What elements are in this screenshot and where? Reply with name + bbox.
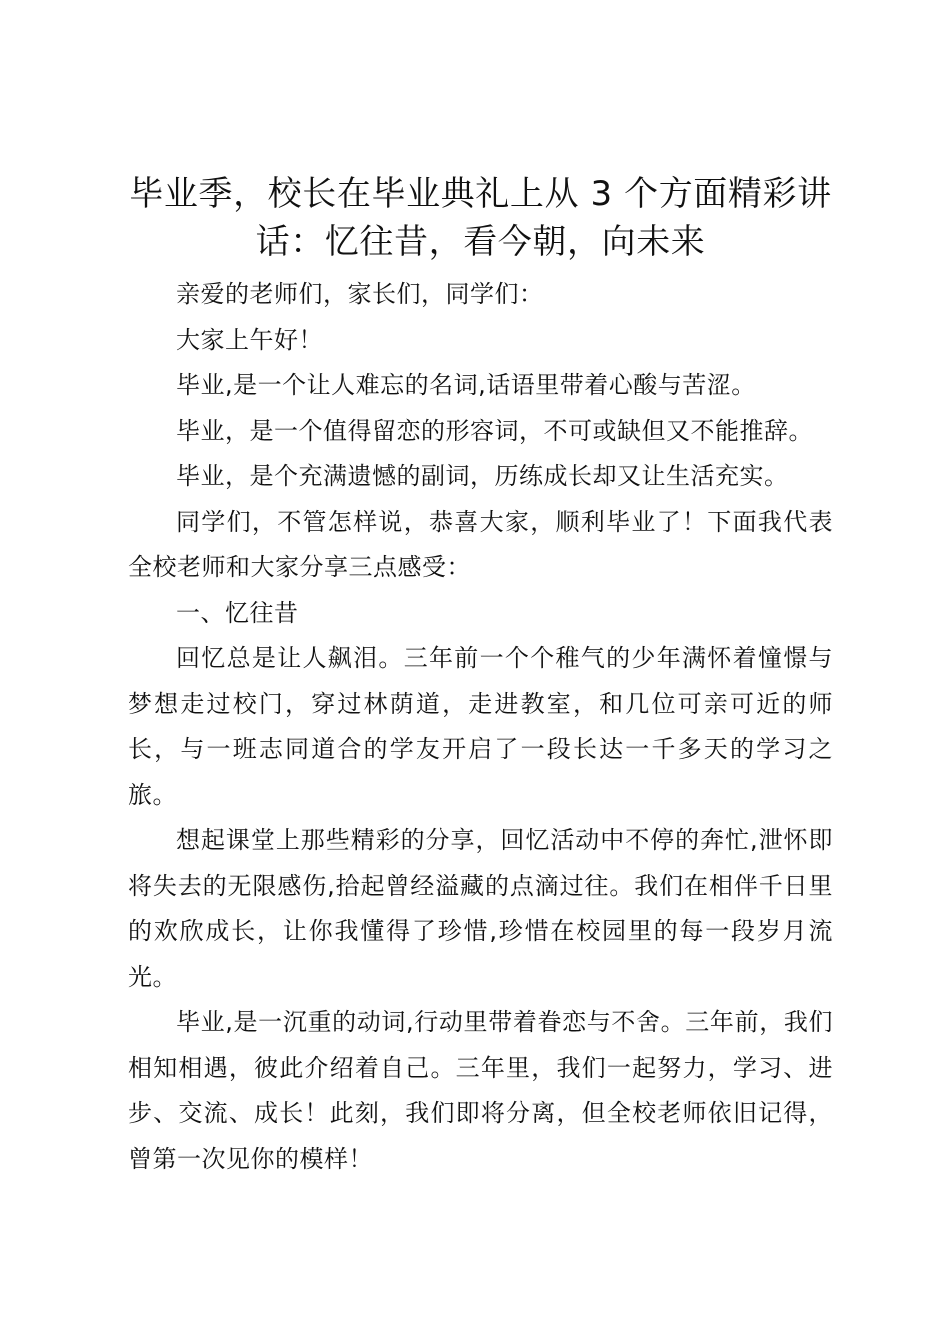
paragraph-greeting: 大家上午好！ (176, 325, 323, 354)
paragraph-graduation-adverb: 毕业，是个充满遗憾的副词，历练成长却又让生活充实。 (176, 462, 789, 490)
paragraph-graduation-noun: 毕业,是一个让人难忘的名词,话语里带着心酸与苦涩。 (176, 371, 756, 399)
paragraph-graduation-verb: 毕业,是一沉重的动词,行动里带着眷恋与不舍。三年前，我们相知相遇，彼此介绍着自己。三年里，我们一起努力，学习、进步、交流、成长！此刻，我们即将分离，但全校老师依旧记得，曾第一次见你的模样！ (128, 1008, 833, 1173)
paragraph-memories: 回忆总是让人飙泪。三年前一个个稚气的少年满怀着憧憬与梦想走过校门，穿过林荫道，走进教室，和几位可亲可近的师长，与一班志同道合的学友开启了一段长达一千多天的学习之旅。 (128, 644, 833, 809)
document-page (128, 170, 833, 1182)
paragraph-classroom: 想起课堂上那些精彩的分享，回忆活动中不停的奔忙,泄怀即将失去的无限感伤,拾起曾经溢藏的点滴过往。我们在相伴千日里的欢欣成长，让你我懂得了珍惜,珍惜在校园里的每一段岁月流光。 (128, 826, 833, 991)
paragraph-graduation-adjective: 毕业，是一个值得留恋的形容词，不可或缺但又不能推辞。 (176, 416, 813, 445)
document-title: 毕业季，校长在毕业典礼上从 3 个方面精彩讲话：忆往昔，看今朝，向未来 (129, 174, 832, 262)
section-heading-recall-past: 一、忆往昔 (176, 598, 299, 627)
paragraph-salutation: 亲爱的老师们，家长们，同学们： (176, 280, 544, 308)
paragraph-congratulations: 同学们，不管怎样说，恭喜大家，顺利毕业了！下面我代表全校老师和大家分享三点感受： (128, 507, 833, 581)
